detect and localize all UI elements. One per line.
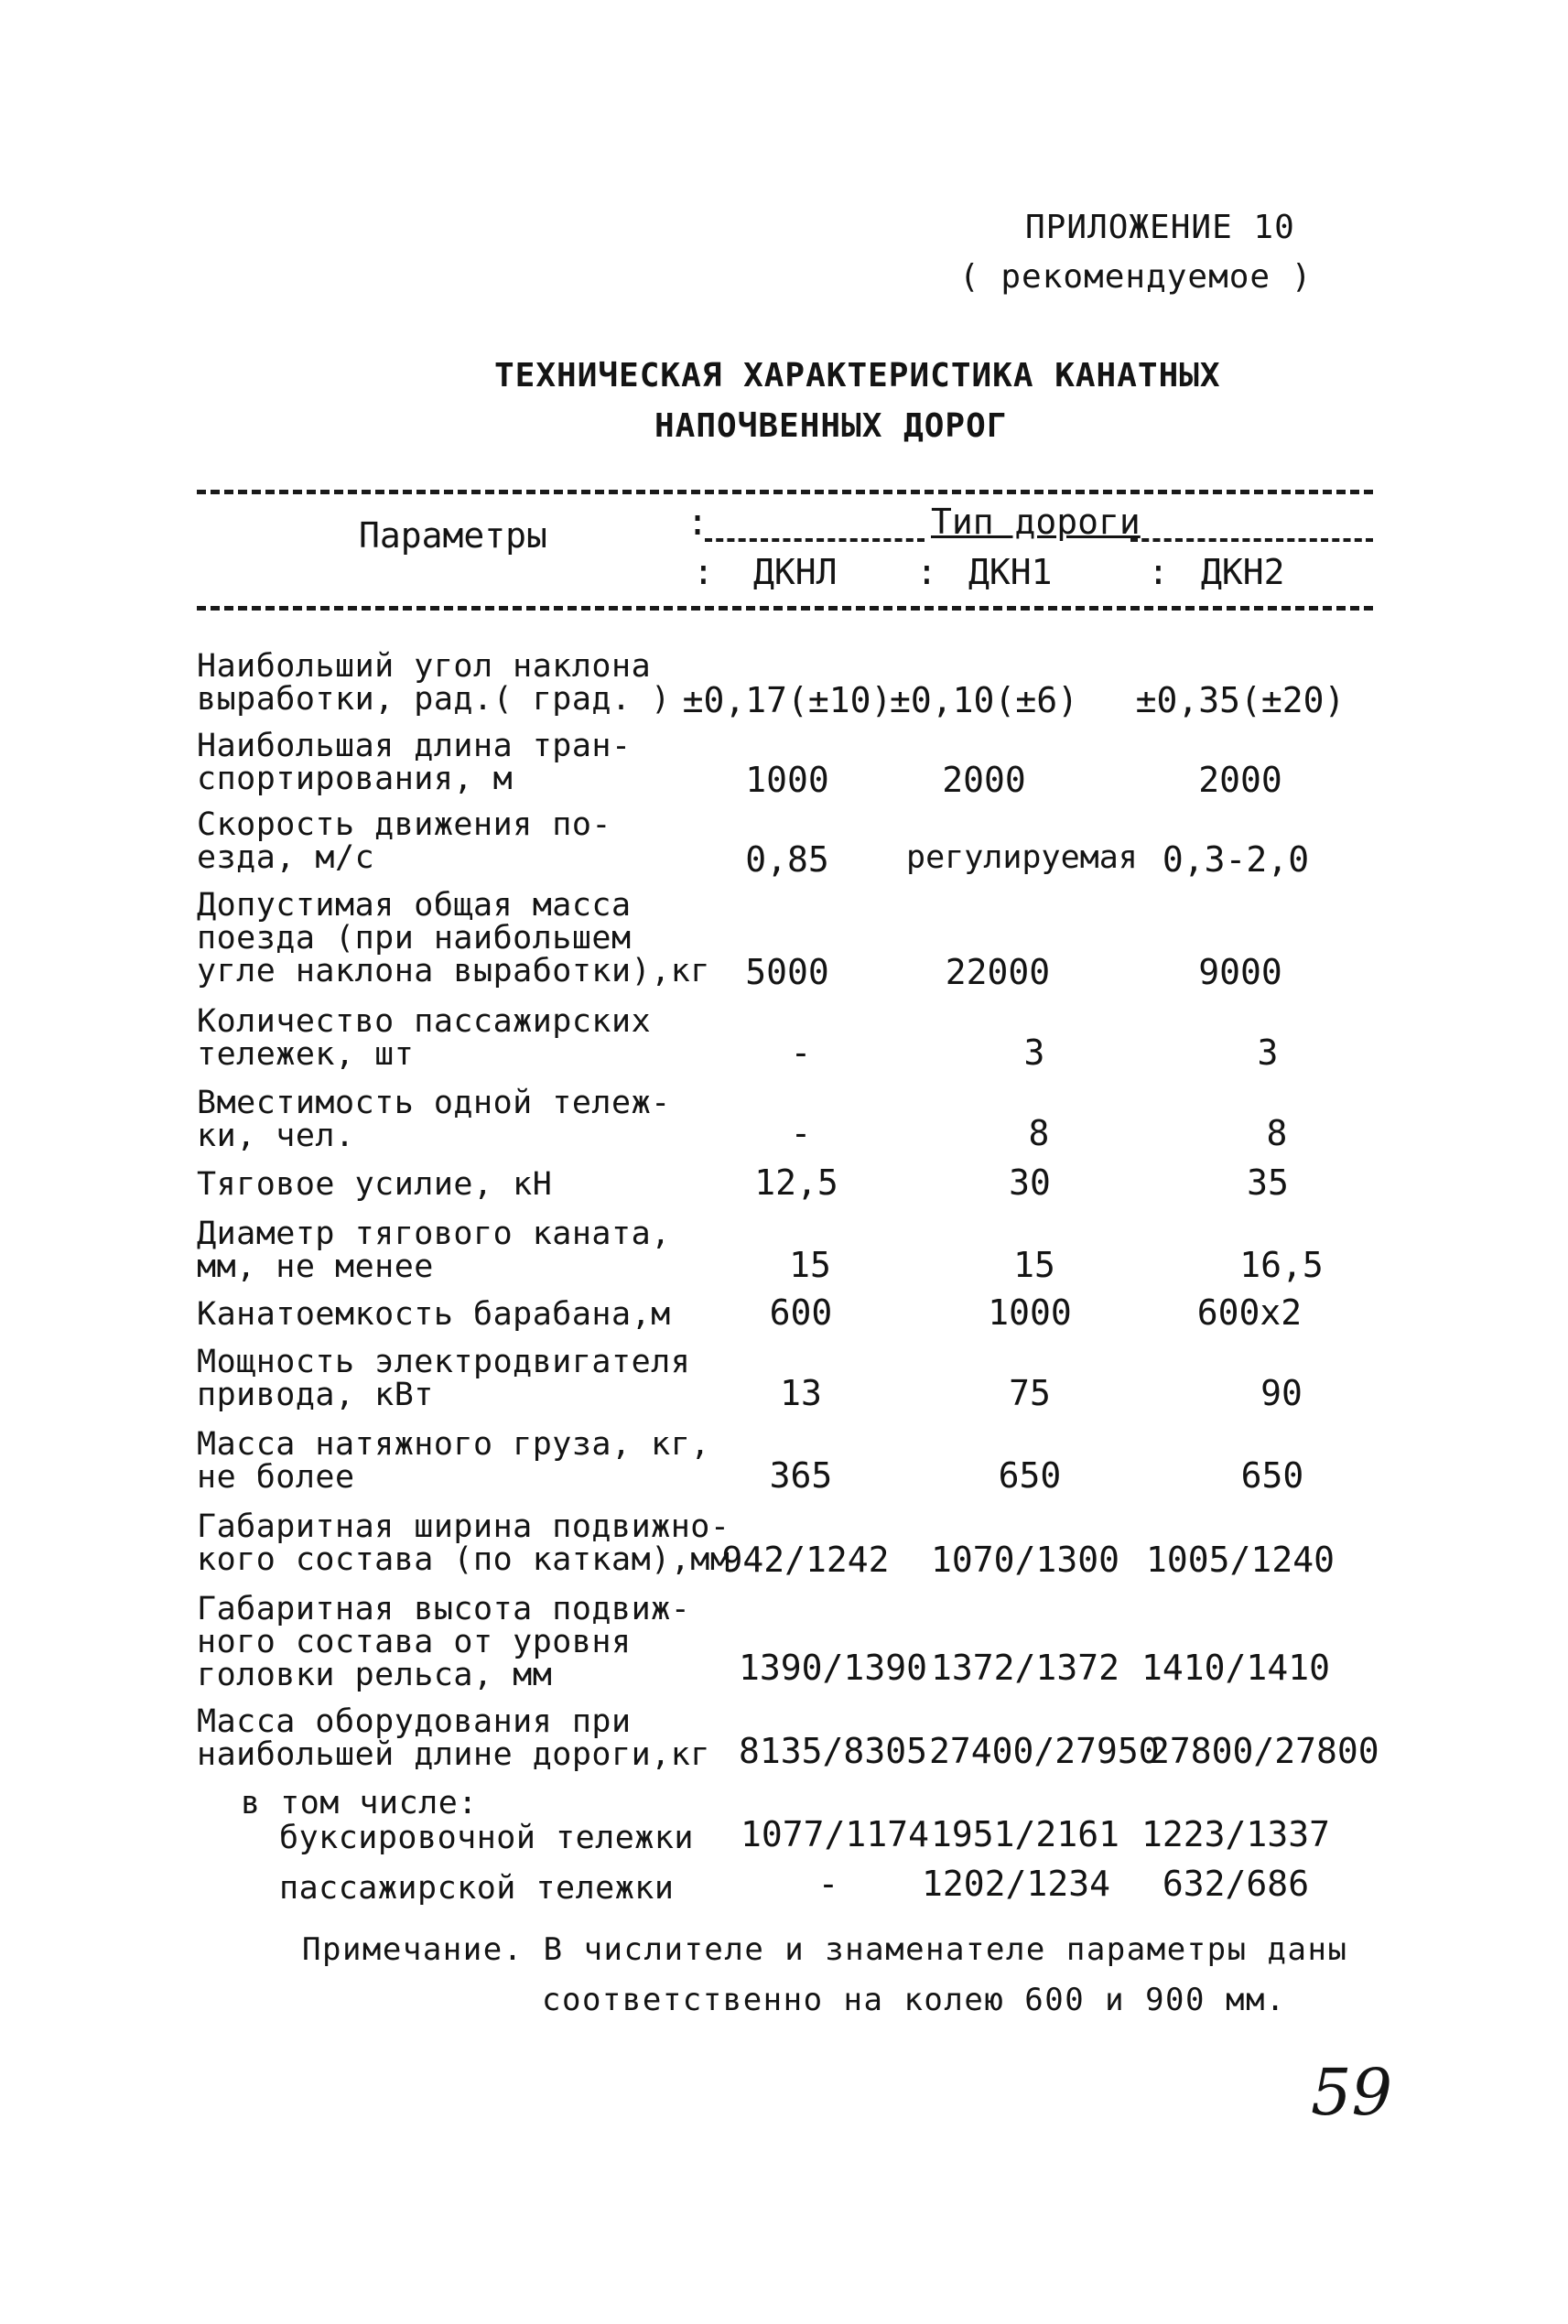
table-cell: 27800/27800 xyxy=(1149,1731,1379,1771)
including-label: в том числе: xyxy=(241,1785,478,1821)
table-cell: 632/686 xyxy=(1162,1864,1310,1904)
table-cell: 365 xyxy=(769,1455,833,1496)
table-row-label: Масса натяжного груза, кг, не более xyxy=(197,1426,710,1496)
table-cell: 1390/1390 xyxy=(739,1648,927,1688)
table-row-label: Габаритная ширина подвижно- кого состава (по каткам),мм xyxy=(197,1508,730,1578)
table-cell: 27400/27950 xyxy=(929,1731,1160,1771)
document-title-line1: ТЕХНИЧЕСКАЯ ХАРАКТЕРИСТИКА КАНАТНЫХ xyxy=(494,357,1221,395)
table-row-label: Габаритная высота подвиж- ного состава от уровня головки рельса, мм xyxy=(197,1591,691,1693)
param-column-header: Параметры xyxy=(359,515,547,556)
table-cell: 5000 xyxy=(745,952,829,992)
table-cell: ±0,35(±20) xyxy=(1135,680,1346,720)
table-cell: - xyxy=(790,1032,812,1073)
table-header-rule xyxy=(197,606,1373,611)
table-cell: 1077/1174 xyxy=(741,1814,929,1854)
table-cell: 22000 xyxy=(945,952,1051,992)
table-row-label: Масса оборудования при наибольшей длине дороги,кг xyxy=(197,1703,710,1773)
table-row-label: Канатоемкость барабана,м xyxy=(197,1296,671,1333)
table-cell: 1000 xyxy=(745,760,829,800)
column-header-dkn1: ДКН1 xyxy=(968,552,1053,592)
subrow-label: буксировочной тележки xyxy=(279,1820,695,1856)
column-header-dkn2: ДКН2 xyxy=(1201,552,1285,592)
table-cell: 1005/1240 xyxy=(1146,1540,1335,1580)
table-row-label: Мощность электродвигателя привода, кВт xyxy=(197,1344,691,1413)
table-cell: 2000 xyxy=(1198,760,1282,800)
table-cell: 1070/1300 xyxy=(931,1540,1119,1580)
page-number: 59 xyxy=(1311,2055,1393,2130)
type-column-header: Тип дороги xyxy=(931,502,1141,542)
header-separator: : xyxy=(693,552,714,592)
table-row-label: Вместимость одной тележ- ки, чел. xyxy=(197,1085,671,1154)
table-cell: 3 xyxy=(1023,1032,1045,1073)
subrow-label: пассажирской тележки xyxy=(279,1870,675,1907)
table-cell: 75 xyxy=(1009,1373,1051,1413)
table-cell: 1372/1372 xyxy=(931,1648,1119,1688)
table-cell: 0,3-2,0 xyxy=(1162,839,1310,880)
appendix-status: ( рекомендуемое ) xyxy=(959,258,1313,296)
table-row-label: Диаметр тягового каната, мм, не менее xyxy=(197,1216,671,1285)
document-title-line2: НАПОЧВЕННЫХ ДОРОГ xyxy=(654,407,1008,445)
type-header-rule-left xyxy=(705,538,925,542)
table-cell: 30 xyxy=(1009,1162,1051,1203)
table-cell: ±0,10(±6) xyxy=(890,680,1078,720)
table-row-label: Допустимая общая масса поезда (при наибольшем угле наклона выработки),кг xyxy=(197,887,710,989)
header-separator: : xyxy=(916,552,937,592)
table-cell: регулируемая xyxy=(906,839,1138,876)
table-cell: 0,85 xyxy=(745,839,829,880)
table-cell: 8 xyxy=(1266,1113,1288,1153)
header-separator: : xyxy=(687,502,709,544)
table-cell: 1951/2161 xyxy=(931,1814,1119,1854)
table-cell: ±0,17(±10) xyxy=(682,680,892,720)
table-row-label: Количество пассажирских тележек, шт xyxy=(197,1003,652,1073)
table-cell: - xyxy=(790,1113,812,1153)
table-row-label: Наибольшая длина тран- спортирования, м xyxy=(197,728,632,797)
table-cell: 16,5 xyxy=(1239,1245,1324,1285)
column-header-dknl: ДКНЛ xyxy=(753,552,838,592)
table-cell: 650 xyxy=(998,1455,1062,1496)
note-line2: соответственно на колею 600 и 900 мм. xyxy=(542,1982,1286,2018)
table-cell: 35 xyxy=(1247,1162,1289,1203)
table-cell: 1202/1234 xyxy=(922,1864,1110,1904)
table-cell: 600 xyxy=(769,1292,833,1333)
table-cell: 650 xyxy=(1240,1455,1304,1496)
table-cell: 13 xyxy=(780,1373,822,1413)
table-cell: - xyxy=(817,1864,839,1904)
table-row-label: Скорость движения по- езда, м/с xyxy=(197,806,612,876)
table-cell: 15 xyxy=(1013,1245,1055,1285)
table-cell: 8 xyxy=(1028,1113,1050,1153)
table-cell: 3 xyxy=(1257,1032,1279,1073)
table-cell: 8135/8305 xyxy=(739,1731,927,1771)
table-cell: 9000 xyxy=(1198,952,1282,992)
table-cell: 2000 xyxy=(942,760,1026,800)
table-cell: 15 xyxy=(789,1245,831,1285)
header-separator: : xyxy=(1148,552,1169,592)
type-header-rule-right xyxy=(1130,538,1373,542)
note-line1: Примечание. В числителе и знаменателе параметры даны xyxy=(302,1931,1348,1968)
table-cell: 942/1242 xyxy=(721,1540,890,1580)
table-cell: 600х2 xyxy=(1196,1292,1303,1333)
appendix-label: ПРИЛОЖЕНИЕ 10 xyxy=(1025,209,1295,246)
table-cell: 1410/1410 xyxy=(1141,1648,1330,1688)
table-cell: 1223/1337 xyxy=(1141,1814,1330,1854)
table-cell: 1000 xyxy=(988,1292,1072,1333)
table-cell: 12,5 xyxy=(754,1162,838,1203)
table-top-rule xyxy=(197,490,1373,494)
table-row-label: Наибольший угол наклона выработки, рад.( град. ) xyxy=(197,648,671,718)
table-row-label: Тяговое усилие, кН xyxy=(197,1166,553,1203)
table-cell: 90 xyxy=(1260,1373,1303,1413)
